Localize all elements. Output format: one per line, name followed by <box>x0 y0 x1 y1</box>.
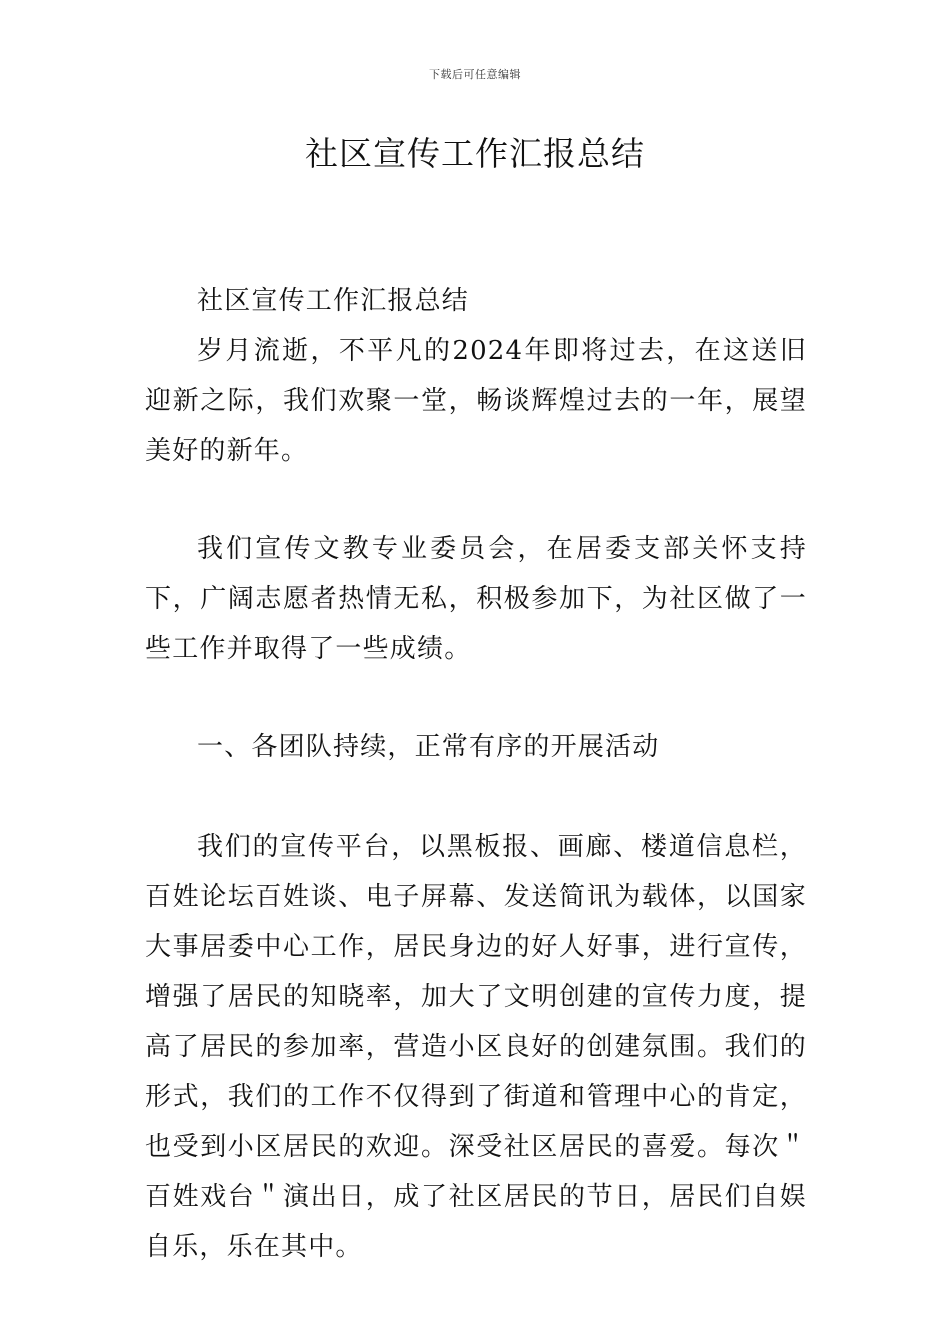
team-paragraph: 我们宣传文教专业委员会，在居委支部关怀支持下，广阔志愿者热情无私，积极参加下，为社区做了一些工作并取得了一些成绩。 <box>145 534 807 664</box>
document-title: 社区宣传工作汇报总结 <box>305 134 645 173</box>
intro-paragraph: 岁月流逝，不平凡的2024年即将过去，在这送旧迎新之际，我们欢聚一堂，畅谈辉煌过去的一年，展望美好的新年。 <box>145 336 807 466</box>
header-note: 下载后可任意编辑 <box>429 68 521 81</box>
subtitle-paragraph: 社区宣传工作汇报总结 <box>197 286 470 316</box>
platform-paragraph: 我们的宣传平台，以黑板报、画廊、楼道信息栏，百姓论坛百姓谈、电子屏幕、发送简讯为载体，以国家大事居委中心工作，居民身边的好人好事，进行宣传，增强了居民的知晓率，加大了文明创建的宣传力度，提高了居民的参加率，营造小区良好的创建氛围。我们的形式，我们的工作不仅得到了街道和管理中心的肯定，也受到小区居民的欢迎。深受社区居民的喜爱。每次＂百姓戏台＂演出日，成了社区居民的节日，居民们自娱自乐，乐在其中。 <box>145 832 807 1262</box>
section-heading: 一、各团队持续，正常有序的开展活动 <box>197 732 660 762</box>
